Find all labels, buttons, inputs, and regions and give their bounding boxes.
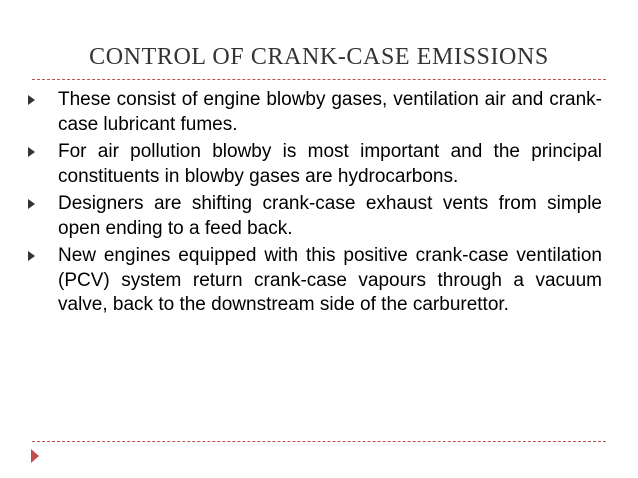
bullet-text: Designers are shifting crank-case exhaust vents from simple open ending to a feed back. — [58, 193, 602, 239]
bullet-text: For air pollution blowby is most important and the principal constituents in blowby gases are hydrocarbons. — [58, 141, 602, 187]
slide-title: CONTROL OF CRANK-CASE EMISSIONS — [89, 44, 549, 70]
triangle-right-icon — [28, 199, 35, 209]
triangle-right-icon — [28, 251, 35, 261]
bullet-item-4 — [28, 244, 602, 318]
title-divider — [32, 79, 606, 80]
bullet-item-2 — [28, 140, 602, 189]
triangle-right-icon — [28, 147, 35, 157]
footer-divider — [32, 441, 606, 442]
triangle-right-icon — [28, 95, 35, 105]
footer-triangle-icon — [31, 449, 39, 463]
bullet-text: New engines equipped with this positive crank-case ventilation (PCV) system return crank-case vapours through a vacuum valve, back to the downstream side of the carburettor. — [58, 245, 602, 315]
bullet-item-3 — [28, 192, 602, 241]
bullet-list — [28, 88, 602, 321]
bullet-text: These consist of engine blowby gases, ventilation air and crank-case lubricant fumes. — [58, 89, 602, 135]
bullet-item-1 — [28, 88, 602, 137]
